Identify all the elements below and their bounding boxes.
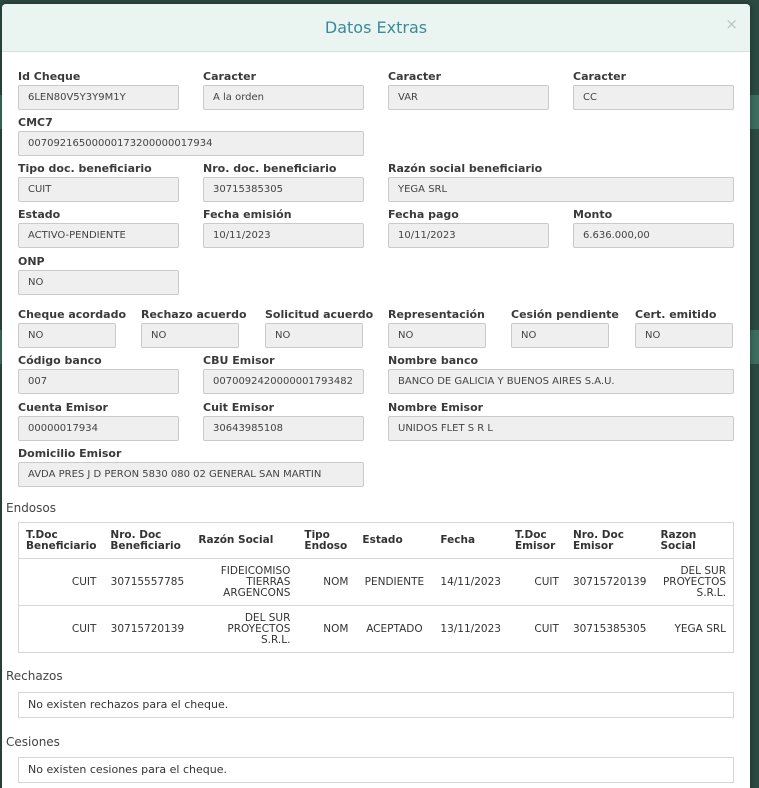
table-cell: DEL SUR PROYECTOS S.R.L. [653, 559, 733, 606]
close-icon[interactable]: × [725, 15, 738, 33]
field-cuit-emisor [203, 401, 364, 441]
field-monto [573, 208, 734, 248]
field-cmc7 [18, 116, 364, 156]
field-nombre-banco [388, 354, 734, 394]
field-fecha-pago [388, 208, 549, 248]
field-solicitud-acuerdo [265, 308, 374, 348]
table-row [19, 606, 734, 653]
cuenta-emisor-input[interactable]: 00000017934 [18, 416, 179, 441]
column-header: Razón Social [191, 523, 297, 559]
column-header: Nro. Doc Beneficiario [103, 523, 191, 559]
field-rechazo-acuerdo [141, 308, 247, 348]
field-label: Nro. doc. beneficiario [203, 162, 337, 175]
field-label: Razón social beneficiario [388, 162, 543, 175]
field-label: Domicilio Emisor [18, 447, 122, 460]
modal-title: Datos Extras [324, 18, 428, 37]
table-cell: 30715720139 [103, 606, 191, 653]
onp-input[interactable]: NO [18, 270, 179, 295]
rechazos-title: Rechazos [6, 669, 63, 683]
column-header: T.Doc Beneficiario [19, 523, 104, 559]
field-cesion-pendiente [511, 308, 619, 348]
field-label: Nombre banco [388, 354, 479, 367]
field-label: CMC7 [18, 116, 53, 129]
estado-input[interactable]: ACTIVO-PENDIENTE [18, 223, 179, 248]
table-cell: 30715557785 [103, 559, 191, 606]
field-label: Nombre Emisor [388, 401, 484, 414]
cuit-emisor-input[interactable]: 30643985108 [203, 416, 364, 441]
field-label: Fecha pago [388, 208, 459, 221]
field-label: Cuit Emisor [203, 401, 275, 414]
cesiones-title: Cesiones [6, 735, 60, 749]
table-cell: 14/11/2023 [433, 559, 508, 606]
table-cell: 13/11/2023 [433, 606, 508, 653]
field-label: Caracter [573, 70, 627, 83]
representacion-input[interactable]: NO [388, 323, 486, 348]
field-caracter-1 [203, 70, 364, 110]
modal-body [2, 52, 750, 788]
table-cell: ACEPTADO [355, 606, 433, 653]
table-cell: PENDIENTE [355, 559, 433, 606]
field-onp [18, 255, 179, 295]
field-label: Id Cheque [18, 70, 81, 83]
table-cell: YEGA SRL [653, 606, 733, 653]
field-label: Código banco [18, 354, 102, 367]
caracter-input[interactable]: A la orden [203, 85, 364, 110]
column-header: Tipo Endoso [297, 523, 355, 559]
field-cbu-emisor [203, 354, 364, 394]
field-id-cheque [18, 70, 179, 110]
fecha-emision-input[interactable]: 10/11/2023 [203, 223, 364, 248]
field-label: Estado [18, 208, 61, 221]
solicitud-acuerdo-input[interactable]: NO [265, 323, 363, 348]
domicilio-emisor-input[interactable]: AVDA PRES J D PERON 5830 080 02 GENERAL SAN MARTIN [18, 462, 364, 487]
table-header-row [19, 523, 734, 559]
field-label: Caracter [388, 70, 442, 83]
rechazos-empty-message: No existen rechazos para el cheque. [18, 692, 734, 718]
caracter-input[interactable]: CC [573, 85, 734, 110]
table-cell: CUIT [19, 606, 104, 653]
column-header: Estado [355, 523, 433, 559]
field-nombre-emisor [388, 401, 734, 441]
field-label: Tipo doc. beneficiario [18, 162, 152, 175]
table-cell: CUIT [19, 559, 104, 606]
nombre-emisor-input[interactable]: UNIDOS FLET S R L [388, 416, 734, 441]
cbu-emisor-input[interactable]: 0070092420000001793482 [203, 369, 364, 394]
monto-input[interactable]: 6.636.000,00 [573, 223, 734, 248]
field-label: Cheque acordado [18, 308, 127, 321]
field-label: Cuenta Emisor [18, 401, 108, 414]
tipo-doc-beneficiario-input[interactable]: CUIT [18, 177, 179, 202]
field-representacion [388, 308, 486, 348]
field-label: Representación [388, 308, 485, 321]
field-label: Solicitud acuerdo [265, 308, 374, 321]
field-estado [18, 208, 179, 248]
field-label: Cesión pendiente [511, 308, 619, 321]
table-cell: NOM [297, 606, 355, 653]
field-caracter-2 [388, 70, 549, 110]
column-header: Razon Social [653, 523, 733, 559]
field-label: Cert. emitido [635, 308, 717, 321]
table-cell: NOM [297, 559, 355, 606]
field-label: CBU Emisor [203, 354, 275, 367]
cesiones-empty-message: No existen cesiones para el cheque. [18, 757, 734, 783]
datos-extras-modal [2, 4, 750, 788]
cmc7-input[interactable]: 00709216500000173200000017934 [18, 131, 364, 156]
nombre-banco-input[interactable]: BANCO DE GALICIA Y BUENOS AIRES S.A.U. [388, 369, 734, 394]
codigo-banco-input[interactable]: 007 [18, 369, 179, 394]
field-label: Monto [573, 208, 613, 221]
table-cell: CUIT [508, 606, 566, 653]
fecha-pago-input[interactable]: 10/11/2023 [388, 223, 549, 248]
column-header: T.Doc Emisor [508, 523, 566, 559]
razon-social-beneficiario-input[interactable]: YEGA SRL [388, 177, 734, 202]
rechazo-acuerdo-input[interactable]: NO [141, 323, 239, 348]
field-label: ONP [18, 255, 45, 268]
caracter-input[interactable]: VAR [388, 85, 549, 110]
field-cert-emitido [635, 308, 733, 348]
cheque-acordado-input[interactable]: NO [18, 323, 116, 348]
cesion-pendiente-input[interactable]: NO [511, 323, 609, 348]
field-label: Rechazo acuerdo [141, 308, 247, 321]
endosos-table [18, 522, 734, 653]
id-cheque-input[interactable]: 6LEN80V5Y3Y9M1Y [18, 85, 179, 110]
field-label: Caracter [203, 70, 257, 83]
field-nro-doc-beneficiario [203, 162, 364, 202]
field-cheque-acordado [18, 308, 127, 348]
table-row [19, 559, 734, 606]
table-cell: 30715720139 [566, 559, 654, 606]
field-codigo-banco [18, 354, 179, 394]
table-cell: 30715385305 [566, 606, 654, 653]
endosos-title: Endosos [6, 501, 56, 515]
table-cell: CUIT [508, 559, 566, 606]
field-domicilio-emisor [18, 447, 364, 487]
field-fecha-emision [203, 208, 364, 248]
modal-header [2, 4, 750, 52]
nro-doc-beneficiario-input[interactable]: 30715385305 [203, 177, 364, 202]
field-label: Fecha emisión [203, 208, 292, 221]
field-tipo-doc-beneficiario [18, 162, 179, 202]
field-cuenta-emisor [18, 401, 179, 441]
table-cell: FIDEICOMISO TIERRAS ARGENCONS [191, 559, 297, 606]
table-cell: DEL SUR PROYECTOS S.R.L. [191, 606, 297, 653]
field-caracter-3 [573, 70, 734, 110]
column-header: Fecha [433, 523, 508, 559]
field-razon-social-beneficiario [388, 162, 734, 202]
column-header: Nro. Doc Emisor [566, 523, 654, 559]
cert-emitido-input[interactable]: NO [635, 323, 733, 348]
